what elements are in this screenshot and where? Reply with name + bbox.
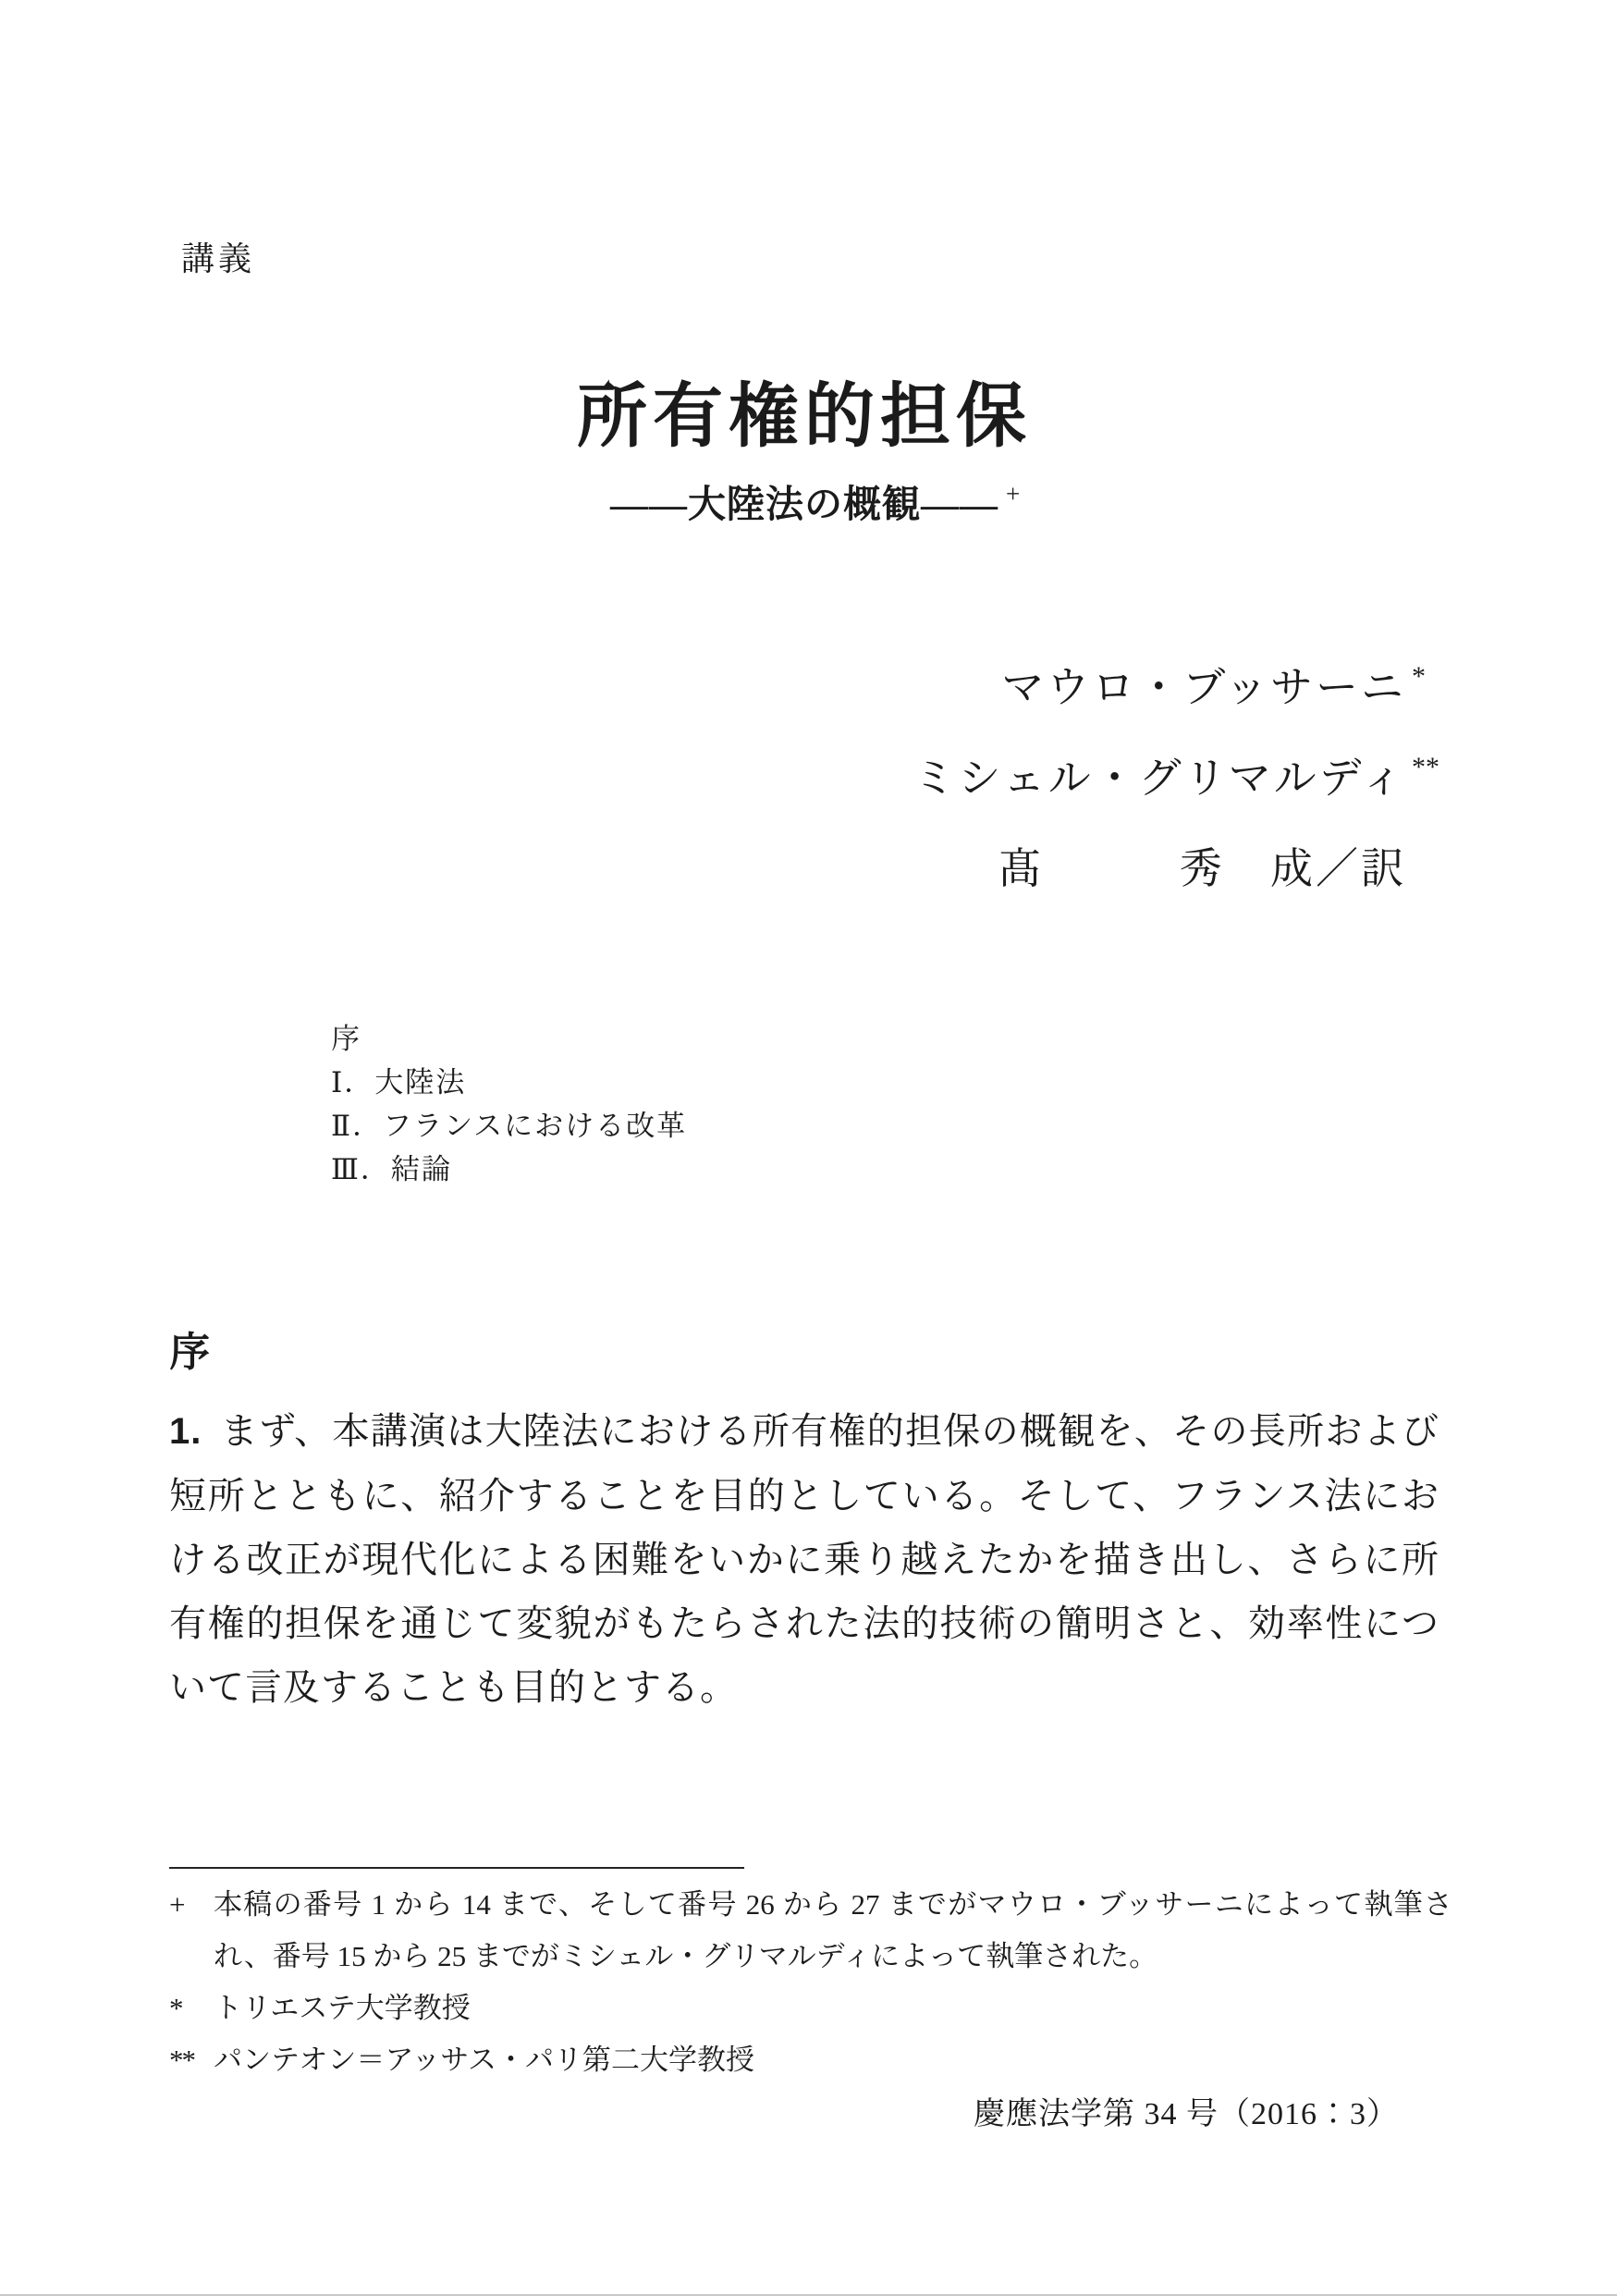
footnote-text: トリエステ大学教授: [214, 1992, 471, 2024]
category-label: 講義: [181, 239, 256, 277]
body-paragraph: [169, 1399, 1439, 1719]
author-name: マウロ・ブッサーニ: [1001, 664, 1406, 711]
toc-item: Ⅱ．フランスにおける改革: [331, 1110, 688, 1142]
paragraph-number: 1.: [169, 1411, 202, 1452]
author-line: マウロ・ブッサーニ *: [1001, 661, 1426, 711]
author-line: ミシェル・グリマルディ **: [913, 752, 1439, 802]
paragraph-text: まず、本講演は大陸法における所有権的担保の概観を、その長所および短所とともに、紹介することを目的としている。そして、フランス法における改正が現代化による困難をいかに乗り越えたかを描き出し、さらに所有権的担保を通じて変貌がもたらされた法的技術の簡明さと、効率性について言及することも目的とする。: [169, 1410, 1439, 1708]
footnote-text: パンテオン＝アッサス・パリ第二大学教授: [214, 2044, 754, 2076]
footnote: [169, 2034, 1452, 2086]
table-of-contents: [331, 1017, 687, 1191]
article-subtitle: ——大陸法の概観—— +: [610, 480, 1022, 525]
authors-block: [169, 645, 1439, 912]
toc-item: Ⅲ．結論: [331, 1153, 452, 1185]
toc-item: 序: [331, 1023, 361, 1055]
footnote-text: 本稿の番号 1 から 14 まで、そして番号 26 から 27 までがマウロ・ブッサーニによって執筆され、番号 15 から 25 までがミシェル・グリマルディによって執筆された。: [214, 1888, 1452, 1972]
footnote-separator: [169, 1867, 744, 1869]
footnote: [169, 1879, 1452, 1983]
footnote: [169, 1983, 1452, 2034]
toc-item: Ⅰ．大陸法: [331, 1066, 467, 1099]
translator-name: 髙 秀 成／訳: [998, 845, 1406, 892]
article-title: 所有権的担保: [577, 378, 1032, 456]
journal-footer: 慶應法学第 34 号（2016：3）: [974, 2097, 1399, 2131]
footnote-marker: +: [169, 1888, 184, 1921]
footnote-marker: **: [169, 2044, 194, 2076]
footnote-marker: *: [169, 1992, 182, 2024]
translator-line: [169, 827, 1406, 912]
author-name: ミシェル・グリマルディ: [913, 755, 1406, 802]
footnotes-block: [169, 1879, 1452, 2086]
section-heading: 序: [169, 1330, 212, 1375]
subtitle-text: ——大陸法の概観——: [610, 483, 998, 525]
